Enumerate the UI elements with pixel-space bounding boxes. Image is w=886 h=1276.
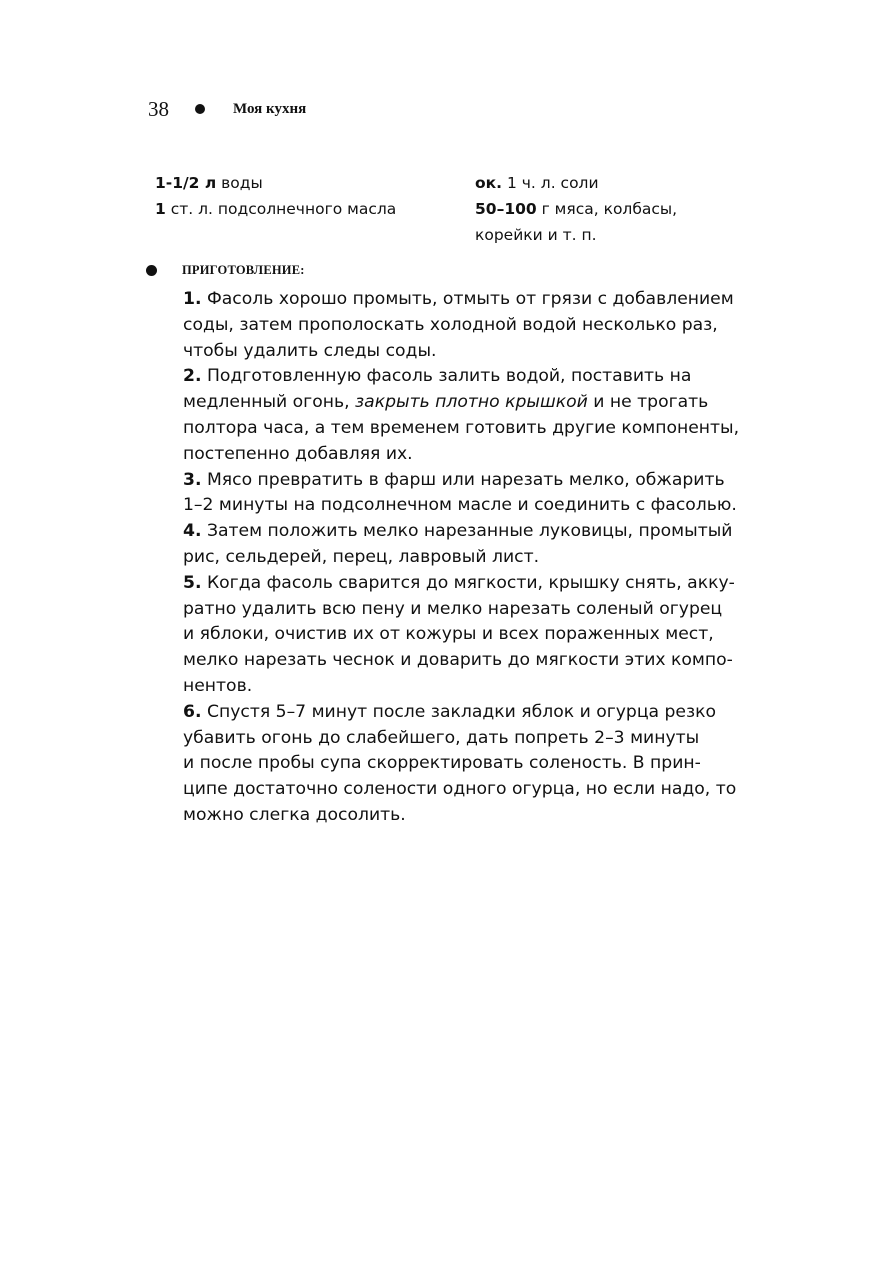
step-line: [183, 700, 803, 726]
step-text: медленный огонь,: [183, 392, 356, 413]
ingredient-quantity: 1: [155, 200, 166, 218]
step-5: [183, 571, 803, 700]
ingredient-text: корейки и т. п.: [475, 226, 597, 244]
step-text: Подготовленную фасоль залить водой, поставить на: [201, 366, 692, 387]
ingredients-column-left: [155, 170, 455, 222]
preparation-heading-text: ПРИГОТОВЛЕНИЕ:: [182, 262, 305, 277]
step-line: и после пробы супа скорректировать соленость. В прин-: [183, 753, 701, 774]
step-line: ратно удалить всю пену и мелко нарезать соленый огурец: [183, 598, 723, 619]
step-line: постепенно добавляя их.: [183, 443, 413, 464]
ingredient-text: г мяса, колбасы,: [536, 200, 678, 218]
step-3: [183, 468, 803, 520]
step-line: мелко нарезать чеснок и доварить до мягкости этих компо-: [183, 650, 733, 671]
ingredient-item: [475, 196, 755, 222]
bullet-dot-icon: [146, 265, 157, 276]
step-line: и яблоки, очистив их от кожуры и всех пораженных мест,: [183, 624, 714, 645]
step-number: 4.: [183, 521, 202, 542]
step-line: [183, 390, 803, 416]
ingredient-item: [155, 196, 455, 222]
step-emphasis: закрыть плотно крышкой: [355, 392, 588, 413]
step-text: Спустя 5–7 минут после закладки яблок и огурца резко: [201, 701, 717, 722]
step-line: [183, 468, 803, 494]
step-line: нентов.: [183, 675, 253, 696]
step-line: соды, затем прополоскать холодной водой несколько раз,: [183, 314, 718, 335]
step-6: [183, 700, 803, 829]
step-number: 2.: [183, 366, 202, 387]
step-text: Затем положить мелко нарезанные луковицы, промытый: [201, 521, 733, 542]
step-number: 6.: [183, 701, 202, 722]
step-line: рис, сельдерей, перец, лавровый лист.: [183, 546, 540, 567]
step-2: [183, 364, 803, 467]
ingredient-item: [475, 170, 755, 196]
step-number: 1.: [183, 289, 202, 309]
step-1: [183, 287, 803, 364]
preparation-steps: [183, 287, 803, 829]
step-line: [183, 287, 803, 313]
ingredient-quantity: 1-1/2 л: [155, 174, 217, 192]
ingredient-quantity: 50–100: [475, 200, 537, 218]
step-text: Фасоль хорошо промыть, отмыть от грязи с добавлением: [201, 289, 734, 309]
step-line: ципе достаточно солености одного огурца, но если надо, то: [183, 779, 737, 800]
step-line: полтора часа, а тем временем готовить другие компоненты,: [183, 417, 740, 438]
step-number: 5.: [183, 572, 202, 593]
ingredient-text: ст. л. подсолнечного масла: [165, 200, 397, 218]
ingredient-quantity: ок.: [475, 174, 503, 192]
bullet-dot-icon: [195, 104, 205, 114]
step-line: [183, 519, 803, 545]
step-line: [183, 571, 803, 597]
running-head: [148, 94, 306, 124]
step-4: [183, 519, 803, 571]
book-title: Моя кухня: [233, 100, 307, 117]
ingredient-item: [155, 170, 455, 196]
ingredients-column-right: [475, 170, 755, 248]
ingredient-item-continuation: [475, 222, 755, 248]
step-number: 3.: [183, 469, 202, 490]
step-text: Когда фасоль сварится до мягкости, крышку снять, акку-: [201, 572, 735, 593]
ingredient-text: 1 ч. л. соли: [502, 174, 599, 192]
step-line: можно слегка досолить.: [183, 804, 406, 825]
step-line: убавить огонь до слабейшего, дать попреть 2–3 минуты: [183, 727, 700, 748]
step-text: Мясо превратить в фарш или нарезать мелко, обжарить: [201, 469, 725, 490]
step-line: чтобы удалить следы соды.: [183, 340, 437, 361]
step-text: и не трогать: [587, 392, 709, 413]
preparation-heading: [146, 258, 305, 282]
step-line: 1–2 минуты на подсолнечном масле и соединить с фасолью.: [183, 495, 737, 516]
ingredient-text: воды: [216, 174, 263, 192]
page-number: 38: [148, 96, 169, 121]
step-line: [183, 364, 803, 390]
